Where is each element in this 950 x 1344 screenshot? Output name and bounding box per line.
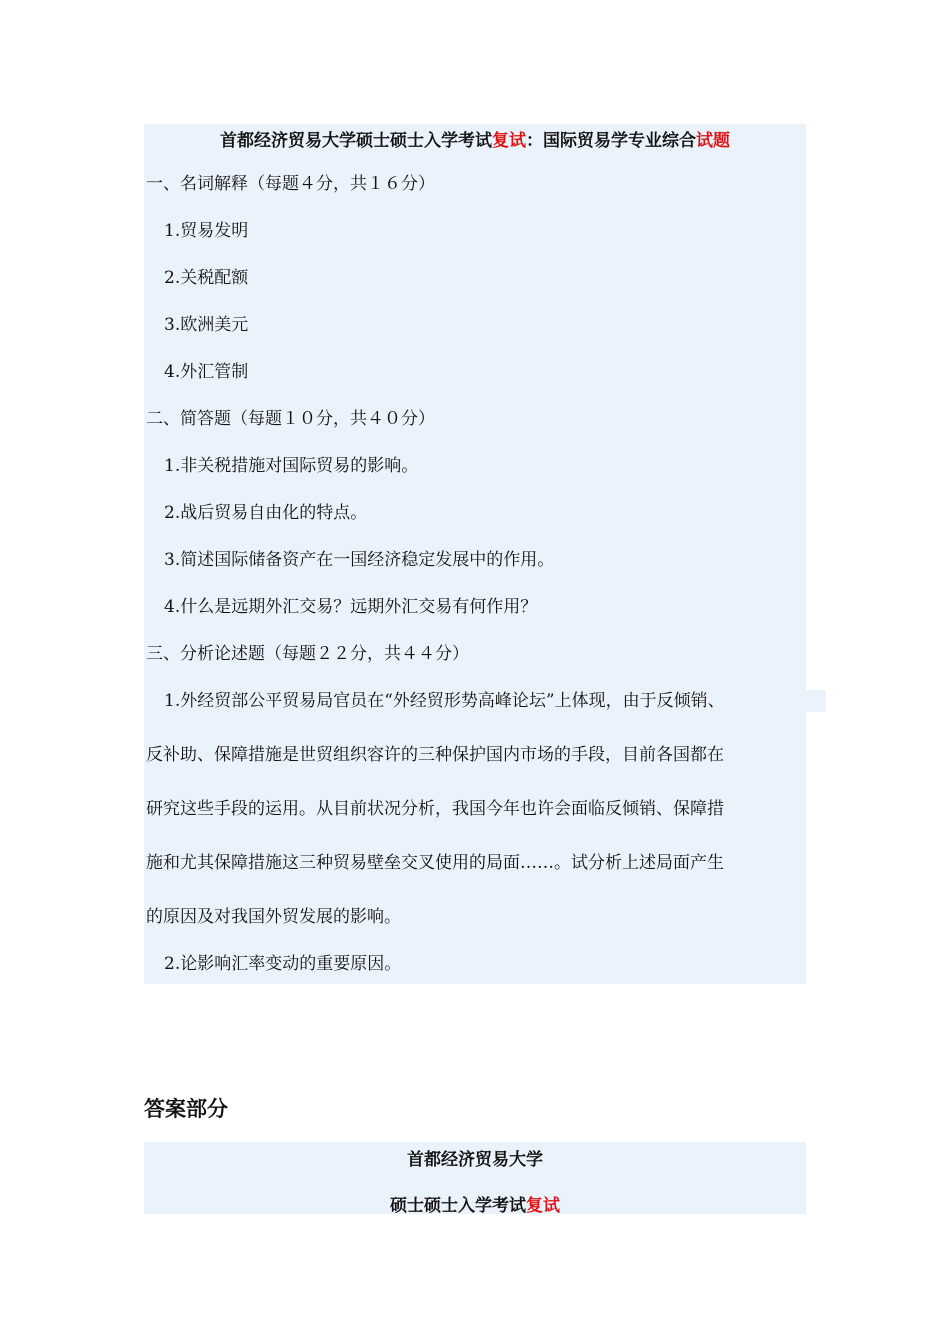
section2-heading: 二、简答题（每题１０分，共４０分）	[146, 409, 435, 429]
section2-item-1: 1.非关税措施对国际贸易的影响。	[164, 456, 419, 476]
section2-item-4: 4.什么是远期外汇交易？远期外汇交易有何作用？	[164, 597, 538, 617]
title-text-2: ：国际贸易学专业综合	[526, 131, 696, 151]
title-red-2: 试题	[696, 131, 730, 151]
answers-school-name: 首都经济贸易大学	[407, 1150, 543, 1170]
title-red-1: 复试	[492, 131, 526, 151]
section1-item-1: 1.贸易发明	[164, 221, 249, 241]
section1-item-4: 4.外汇管制	[164, 362, 249, 382]
section3-item1-line-2: 反补助、保障措施是世贸组织容许的三种保护国内市场的手段，目前各国都在	[146, 745, 724, 765]
section2-item-3: 3.简述国际储备资产在一国经济稳定发展中的作用。	[164, 550, 555, 570]
answers-exam-red: 复试	[526, 1196, 560, 1216]
section2-item-2: 2.战后贸易自由化的特点。	[164, 503, 368, 523]
section1-item-3: 3.欧洲美元	[164, 315, 249, 335]
section3-item1-line-5: 的原因及对我国外贸发展的影响。	[146, 907, 401, 927]
answers-heading: 答案部分	[144, 1097, 228, 1121]
section3-item1-line-4: 施和尤其保障措施这三种贸易壁垒交叉使用的局面……。试分析上述局面产生	[146, 853, 724, 873]
section3-item1-line-1: 1.外经贸部公平贸易局官员在“外经贸形势高峰论坛”上体现，由于反倾销、	[164, 691, 725, 711]
section1-item-2: 2.关税配额	[164, 268, 249, 288]
section3-heading: 三、分析论述题（每题２２分，共４４分）	[146, 644, 469, 664]
exam-title	[144, 126, 806, 151]
section3-item1-line-3: 研究这些手段的运用。从目前状况分析，我国今年也许会面临反倾销、保障措	[146, 799, 724, 819]
section1-heading: 一、名词解释（每题４分，共１６分）	[146, 174, 435, 194]
answers-exam-text: 硕士硕士入学考试	[390, 1196, 526, 1216]
content-highlight-overflow	[806, 690, 826, 712]
title-text-1: 首都经济贸易大学硕士硕士入学考试	[220, 131, 492, 151]
answers-exam-line	[144, 1191, 806, 1216]
section3-item-2: 2.论影响汇率变动的重要原因。	[164, 954, 402, 974]
